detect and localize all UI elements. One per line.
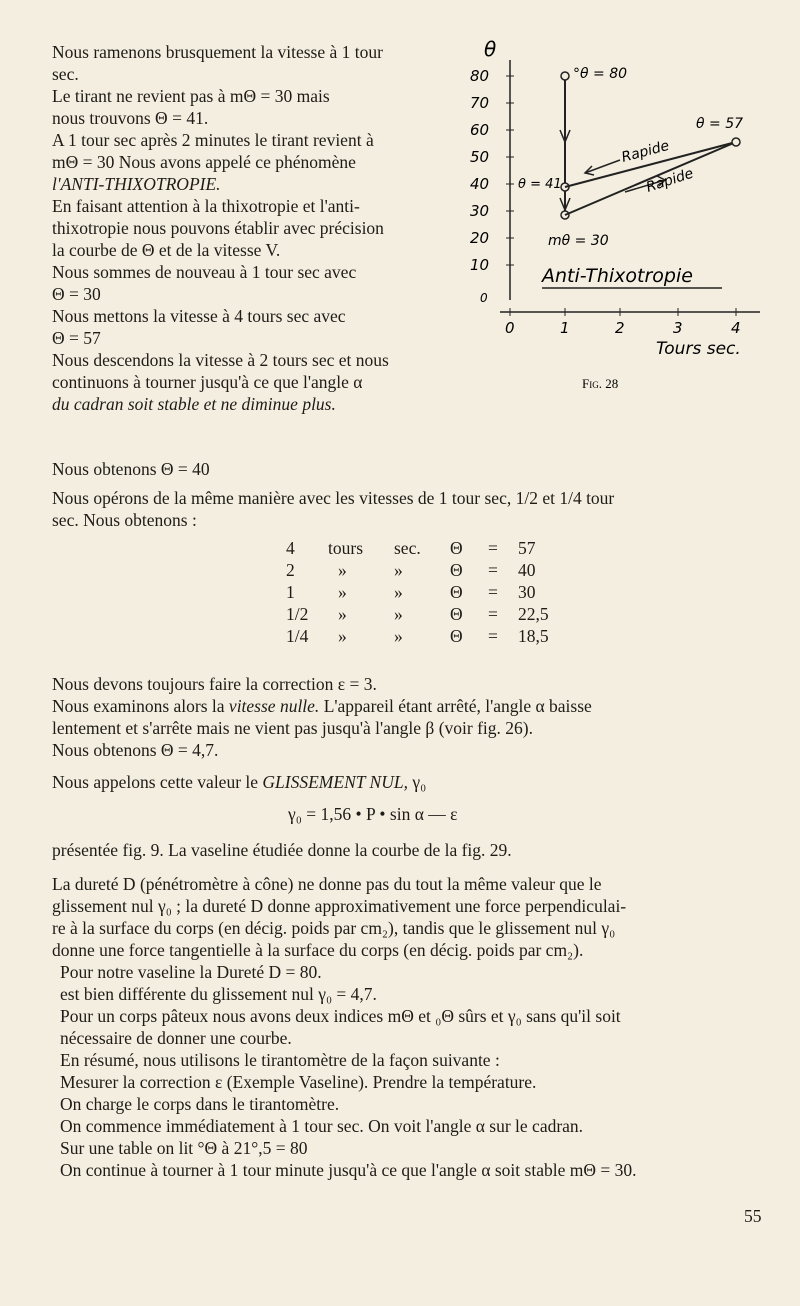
table-row: 1 » » Θ = 30 — [286, 582, 536, 602]
text-line: sec. — [52, 64, 79, 84]
text-line: nécessaire de donner une courbe. — [60, 1028, 292, 1048]
text-line: Nous devons toujours faire la correction ε = 3. — [52, 674, 377, 694]
text-line: est bien différente du glissement nul γ₀ = 4,7. — [60, 984, 377, 1004]
text-line: Pour un corps pâteux nous avons deux indices mΘ et ₀Θ sûrs et γ₀ sans qu'il soit — [60, 1006, 621, 1026]
table-row: 2 » » Θ = 40 — [286, 560, 536, 580]
y-tick: 30 — [470, 202, 490, 220]
label-top: °θ = 80 — [573, 66, 628, 82]
text-line: Nous descendons la vitesse à 2 tours sec et nous — [52, 350, 389, 370]
text-line: mΘ = 30 Nous avons appelé ce phénomène — [52, 152, 356, 172]
text-line: Nous mettons la vitesse à 4 tours sec avec — [52, 306, 346, 326]
y-tick: 80 — [470, 67, 490, 85]
text-line: A 1 tour sec après 2 minutes le tirant revient à — [52, 130, 374, 150]
text-line: Nous obtenons Θ = 40 — [52, 459, 210, 479]
text-line: présentée fig. 9. La vaseline étudiée donne la courbe de la fig. 29. — [52, 840, 512, 860]
arrow-left-icon — [585, 160, 620, 173]
label-rapide-lower: Rapide — [644, 165, 696, 196]
y-tick: 60 — [470, 121, 490, 139]
text-line: thixotropie nous pouvons établir avec précision — [52, 218, 384, 238]
text-line: Le tirant ne revient pas à mΘ = 30 mais — [52, 86, 330, 106]
text-line: Nous sommes de nouveau à 1 tour sec avec — [52, 262, 357, 282]
speed-table — [286, 537, 557, 647]
figure-28 — [460, 30, 780, 400]
page-number: 55 — [744, 1206, 762, 1226]
text-line: la courbe de Θ et de la vitesse V. — [52, 240, 281, 260]
y-tick: 50 — [470, 148, 490, 166]
point-top — [561, 72, 569, 80]
formula: γ₀ = 1,56 • P • sin α — ε — [288, 804, 458, 824]
figure-caption: Fig. 28 — [582, 376, 619, 391]
y-tick: 40 — [470, 175, 490, 193]
x-tick: 1 — [560, 319, 570, 337]
text-line: Sur une table on lit °Θ à 21°,5 = 80 — [60, 1138, 308, 1158]
text-line: Nous obtenons Θ = 4,7. — [52, 740, 219, 760]
text-line: du cadran soit stable et ne diminue plus. — [52, 394, 336, 414]
y-tick: 20 — [470, 229, 490, 247]
text-line: En résumé, nous utilisons le tirantomètre de la façon suivante : — [60, 1050, 500, 1070]
text-line: En faisant attention à la thixotropie et l'anti- — [52, 196, 360, 216]
text-line: On continue à tourner à 1 tour minute jusqu'à ce que l'angle α soit stable mΘ = 30. — [60, 1160, 637, 1180]
text-line: sec. Nous obtenons : — [52, 510, 197, 530]
text-line: Nous opérons de la même manière avec les vitesses de 1 tour sec, 1/2 et 1/4 tour — [52, 488, 615, 508]
figure-title: Anti-Thixotropie — [542, 265, 693, 287]
table-row: 1/4 » » Θ = 18,5 — [286, 626, 549, 646]
x-axis-label: Tours sec. — [656, 339, 741, 359]
text-line: nous trouvons Θ = 41. — [52, 108, 209, 128]
y-axis-label: θ — [484, 37, 497, 61]
text-line: Θ = 57 — [52, 328, 101, 348]
y-tick: 70 — [470, 94, 490, 112]
point-57 — [732, 138, 740, 146]
text-line: donne une force tangentielle à la surface du corps (en décig. poids par cm₂). — [52, 940, 584, 960]
text-line: continuons à tourner jusqu'à ce que l'angle α — [52, 372, 363, 392]
table-row: 4 tours sec. Θ = 57 — [286, 538, 536, 558]
x-tick: 0 — [505, 319, 515, 337]
text-line: glissement nul γ₀ ; la dureté D donne approximativement une force perpendiculai- — [52, 896, 627, 916]
text-line: La dureté D (pénétromètre à cône) ne donne pas du tout la même valeur que le — [52, 874, 602, 894]
x-tick: 3 — [673, 319, 683, 337]
text-line: l'ANTI-THIXOTROPIE. — [52, 174, 221, 194]
x-tick: 4 — [731, 319, 741, 337]
text-line: Nous examinons alors la vitesse nulle. L'appareil étant arrêté, l'angle α baisse — [52, 696, 592, 716]
text-line: Nous ramenons brusquement la vitesse à 1 tour — [52, 42, 383, 62]
label-30: mθ = 30 — [548, 233, 609, 249]
label-rapide-upper: Rapide — [619, 137, 671, 166]
text-line: Θ = 30 — [52, 284, 101, 304]
table-row: 1/2 » » Θ = 22,5 — [286, 604, 549, 624]
text-line: lentement et s'arrête mais ne vient pas jusqu'à l'angle β (voir fig. 26). — [52, 718, 533, 738]
text-line: Nous appelons cette valeur le GLISSEMENT NUL, γ₀ — [52, 772, 427, 792]
text-line: On commence immédiatement à 1 tour sec. On voit l'angle α sur le cadran. — [60, 1116, 584, 1136]
x-tick: 2 — [615, 319, 625, 337]
text-line: re à la surface du corps (en décig. poids par cm₂), tandis que le glissement nul γ₀ — [52, 918, 616, 938]
y-tick: 0 — [480, 291, 488, 305]
text-line: On charge le corps dans le tirantomètre. — [60, 1094, 340, 1114]
text-line: Mesurer la correction ε (Exemple Vaseline). Prendre la température. — [60, 1072, 537, 1092]
label-41: θ = 41 — [518, 177, 562, 192]
label-57: θ = 57 — [696, 116, 744, 132]
text-line: Pour notre vaseline la Dureté D = 80. — [60, 962, 322, 982]
y-tick: 10 — [470, 256, 490, 274]
